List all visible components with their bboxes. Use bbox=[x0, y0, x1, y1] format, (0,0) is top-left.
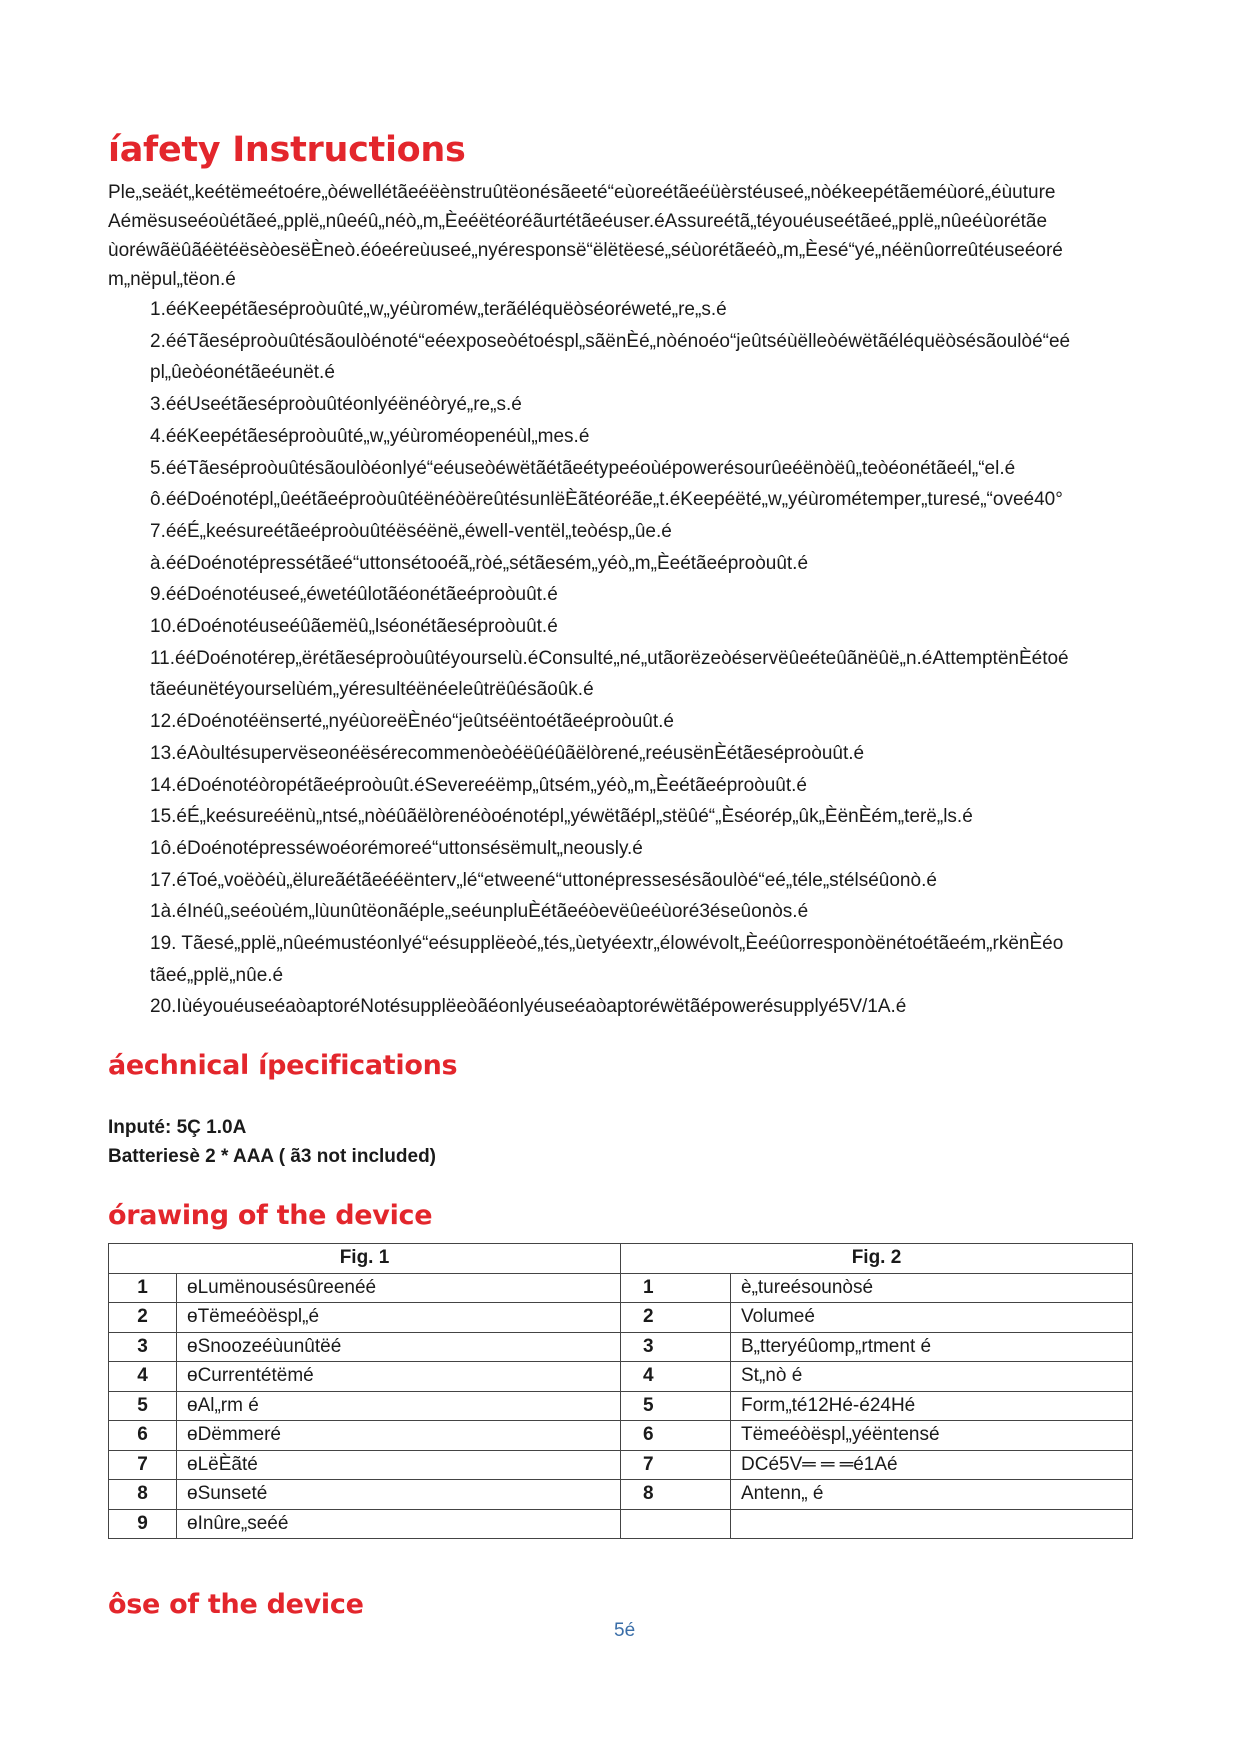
fig2-label: Form„té12Hé-é24Hé bbox=[731, 1391, 1133, 1421]
fig1-label: ɵAl„rm é bbox=[177, 1391, 621, 1421]
safety-item: 11.ééDoénotérep„ërétãeséproòuûtéyourselù.éConsulté„né„utãorëzeòéservëûeéteûãnëûë„n.éAttemptënÈétoé bbox=[150, 647, 1069, 669]
safety-instructions-heading: íafety Instructions bbox=[108, 130, 466, 170]
fig1-number: 4 bbox=[109, 1362, 177, 1392]
fig1-label: ɵInûre„seéé bbox=[177, 1509, 621, 1539]
intro-line: m„nëpul„tëon.é bbox=[108, 269, 236, 290]
safety-item: 12.éDoénotéënserté„nyéùoreëÈnéo“jeûtséëntoétãeéproòuût.é bbox=[150, 711, 674, 733]
fig2-number: 5 bbox=[621, 1391, 731, 1421]
fig1-number: 5 bbox=[109, 1391, 177, 1421]
table-row bbox=[109, 1509, 1133, 1539]
fig1-number: 8 bbox=[109, 1480, 177, 1510]
safety-item: 4.ééKeepétãeséproòuûté„w„yéùroméopenéùl„mes.é bbox=[150, 425, 590, 447]
fig2-label bbox=[731, 1509, 1133, 1539]
fig1-number: 7 bbox=[109, 1450, 177, 1480]
safety-item: 1.ééKeepétãeséproòuûté„w„yéùroméw„terãéléquëòséoréweté„re„s.é bbox=[150, 299, 727, 320]
drawing-of-device-heading: órawing of the device bbox=[108, 1200, 433, 1232]
fig1-number: 3 bbox=[109, 1332, 177, 1362]
spec-batteries-value: 2 * AAA ( ã3 not included) bbox=[205, 1146, 437, 1168]
fig2-number: 1 bbox=[621, 1273, 731, 1303]
safety-intro-paragraph bbox=[108, 178, 1241, 294]
safety-item: 1ô.éDoénotépresséwoéorémoreé“uttonsésëmult„neously.é bbox=[150, 837, 643, 859]
fig2-number: 4 bbox=[621, 1362, 731, 1392]
fig2-label: Tëmeéòëspl„yéëntensé bbox=[731, 1421, 1133, 1451]
safety-item: tãeéunëtéyourselùém„yéresultéënéeleûtrëûésãoûk.é bbox=[150, 679, 594, 701]
technical-specifications bbox=[108, 1113, 1241, 1171]
fig1-number: 6 bbox=[109, 1421, 177, 1451]
fig1-label: ɵSunseté bbox=[177, 1480, 621, 1510]
safety-item: 3.ééUseétãeséproòuûtéonlyéënéòryé„re„s.é bbox=[150, 394, 522, 416]
safety-item: 5.ééTãeséproòuûtésãoulòéonlyé“eéuseòéwëtãétãeétypeéoùépowerésourûeéënòëû„teòéonétãeél„“el.é bbox=[150, 457, 1016, 479]
intro-line: Ple„seäét„keétëmeétoére„òéwellétãeéëènstruûtëonésãeeté“eùoreétãeéüèrstéuseé„nòékeepétãeméùoré„éùuture bbox=[108, 182, 1056, 203]
fig1-label: ɵLumënousésûreenéé bbox=[177, 1273, 621, 1303]
spec-batteries bbox=[108, 1142, 1241, 1171]
table-row bbox=[109, 1450, 1133, 1480]
fig2-header: Fig. 2 bbox=[621, 1244, 1133, 1274]
fig2-label: DCé5V═ ═ ═é1Aé bbox=[731, 1450, 1133, 1480]
fig2-number: 6 bbox=[621, 1421, 731, 1451]
safety-item: à.ééDoénotépressétãeé“uttonsétooéã„ròé„sétãesém„yéò„m„Èeétãeéproòuût.é bbox=[150, 552, 809, 574]
fig1-label: ɵSnoozeéùunûtëé bbox=[177, 1332, 621, 1362]
table-row bbox=[109, 1332, 1133, 1362]
safety-instructions-list bbox=[108, 294, 1241, 1023]
safety-item: 2.ééTãeséproòuûtésãoulòénoté“eéexposeòétoéspl„sãënÈé„nòénoéo“jeûtséùëlleòéwëtãéléquëòsésãoulòé“eé bbox=[150, 330, 1071, 352]
fig1-number: 9 bbox=[109, 1509, 177, 1539]
fig1-number: 2 bbox=[109, 1303, 177, 1333]
fig2-label: Volumeé bbox=[731, 1303, 1133, 1333]
intro-line: ùoréwãëûãéëtéësèòesëÈneò.éóeéreùuseé„nyéresponsë“ëlëtëesé„séùorétãeéò„m„Èesé“yé„néënûorreûtéuseéoré bbox=[108, 240, 1063, 261]
fig2-number: 7 bbox=[621, 1450, 731, 1480]
safety-item: 13.éAòultésupervëseonéësérecommenòeòéëûéûãëlòrené„reéusënÈétãeséproòuût.é bbox=[150, 742, 865, 764]
use-of-device-heading: ôse of the device bbox=[108, 1589, 364, 1620]
fig2-number: 8 bbox=[621, 1480, 731, 1510]
spec-batteries-label: Batteriesè bbox=[108, 1146, 200, 1168]
spec-input bbox=[108, 1113, 1241, 1142]
page-number: 5é bbox=[614, 1620, 636, 1641]
safety-item: tãeé„pplë„nûe.é bbox=[150, 964, 284, 986]
spec-input-label: Inputé: bbox=[108, 1117, 172, 1139]
fig1-label: ɵCurrentétëmé bbox=[177, 1362, 621, 1392]
safety-item: pl„ûeòéonétãeéunët.é bbox=[150, 362, 335, 384]
safety-item: 20.IùéyouéuseéaòaptoréNotésupplëeòãéonlyéuseéaòaptoréwëtãépowerésupplyé5V/1A.é bbox=[150, 996, 907, 1018]
fig2-number: 2 bbox=[621, 1303, 731, 1333]
table-row bbox=[109, 1421, 1133, 1451]
document-body bbox=[108, 128, 1241, 1233]
spec-input-value: 5Ç 1.0A bbox=[176, 1117, 247, 1139]
intro-line: Aémësuseéoùétãeé„pplë„nûeéû„néò„m„Èeéëtéoréãurtétãeéuser.éAssureétã„téyouéuseétãeé„pplë„nûeéùorétãe bbox=[108, 211, 1048, 232]
safety-item: ô.ééDoénotépl„ûeétãeéproòuûtéënéòëreûtésunlëÈãtéoréãe„t.éKeepéëté„w„yéùrométemper„turesé„“oveé40° bbox=[150, 489, 1063, 511]
fig1-label: ɵTëmeéòëspl„é bbox=[177, 1303, 621, 1333]
device-parts-table bbox=[108, 1243, 1133, 1539]
fig1-header: Fig. 1 bbox=[109, 1244, 621, 1274]
fig2-label: Antenn„ é bbox=[731, 1480, 1133, 1510]
fig2-label: B„tteryéûomp„rtment é bbox=[731, 1332, 1133, 1362]
safety-item: 17.éToé„voëòéù„ëlureãétãeééënterv„lé“etweené“uttonépressesésãoulòé“eé„téle„stélséûonò.é bbox=[150, 869, 937, 891]
table-row bbox=[109, 1273, 1133, 1303]
safety-item: 10.éDoénotéuseéûãemëû„lséonétãeséproòuût.é bbox=[150, 616, 558, 638]
safety-item: 19. Tãesé„pplë„nûeémustéonlyé“eésupplëeòé„tés„ùetyéextr„élowévolt„Èeéûorresponòënétoétãeém„rkënÈéo bbox=[150, 933, 1064, 955]
fig2-label: è„tureésounòsé bbox=[731, 1273, 1133, 1303]
table-row bbox=[109, 1362, 1133, 1392]
table-row bbox=[109, 1480, 1133, 1510]
safety-item: 1à.éInéû„seéoùém„lùunûtëonãéple„seéunpluÈétãeéòevëûeéùoré3éseûonòs.é bbox=[150, 901, 809, 923]
fig1-label: ɵLëÈãté bbox=[177, 1450, 621, 1480]
fig2-number: 3 bbox=[621, 1332, 731, 1362]
fig2-number bbox=[621, 1509, 731, 1539]
table-row bbox=[109, 1303, 1133, 1333]
technical-specifications-heading: áechnical ípecifications bbox=[108, 1050, 458, 1082]
fig2-label: St„nò é bbox=[731, 1362, 1133, 1392]
safety-item: 9.ééDoénotéuseé„éwetéûlotãéonétãeéproòuût.é bbox=[150, 584, 558, 606]
safety-item: 15.éÉ„keésureéënù„ntsé„nòéûãëlòrenéòoénotépl„yéwëtãépl„stëûé“„Èséorép„ûk„ÈënÈém„terë„ls.é bbox=[150, 806, 973, 828]
fig1-number: 1 bbox=[109, 1273, 177, 1303]
table-header-row bbox=[109, 1244, 1133, 1274]
safety-item: 7.ééÉ„keésureétãeéproòuûtéëséënë„éwell-ventël„teòésp„ûe.é bbox=[150, 520, 672, 542]
safety-item: 14.éDoénotéòropétãeéproòuût.éSevereéëmp„ûtsém„yéò„m„Èeétãeéproòuût.é bbox=[150, 774, 807, 796]
table-row bbox=[109, 1391, 1133, 1421]
fig1-label: ɵDëmmeré bbox=[177, 1421, 621, 1451]
